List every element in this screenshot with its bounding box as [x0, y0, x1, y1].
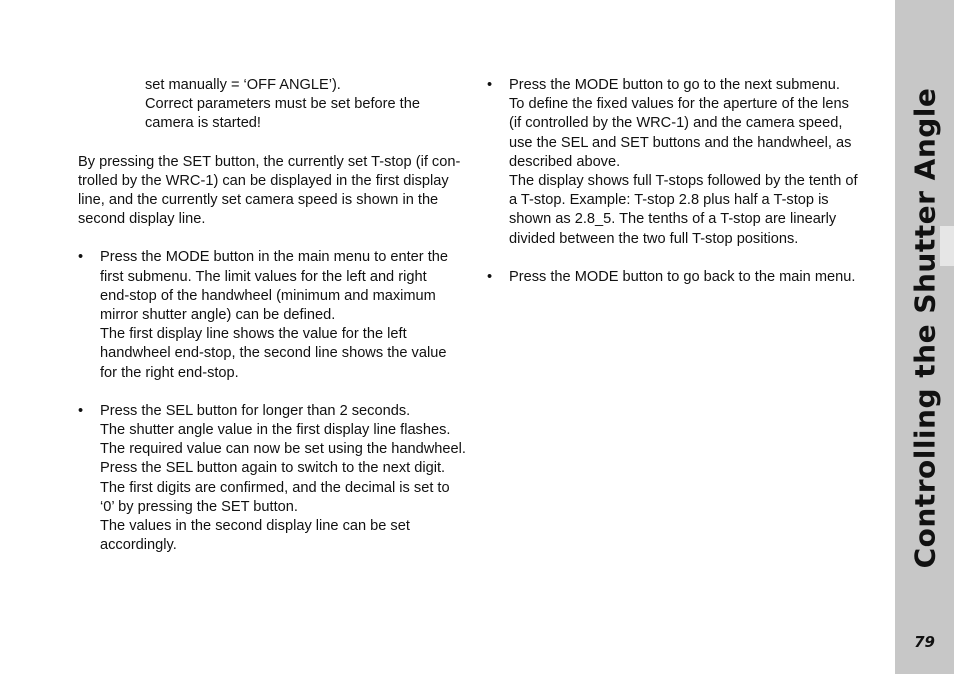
- text-line: Press the SEL button for longer than 2 seconds.: [100, 402, 411, 419]
- text-line: The first digits are confirmed, and the decimal is set to: [100, 479, 450, 496]
- right-column: [487, 76, 882, 287]
- text-line: Press the MODE button to go to the next submenu.: [509, 77, 840, 93]
- page-number: 79: [914, 633, 935, 651]
- bullet-item: [487, 76, 882, 249]
- text-line: described above.: [509, 153, 621, 170]
- note-line: set manually = ‘OFF ANGLE’).: [145, 77, 341, 93]
- intro-paragraph: [78, 153, 468, 230]
- text-line: Press the SEL button again to switch to the next digit.: [100, 460, 446, 477]
- bullet-dot: •: [487, 77, 493, 93]
- chapter-title: Controlling the Shutter Angle: [908, 87, 942, 569]
- text-line: mirror shutter angle) can be defined.: [100, 307, 336, 324]
- text-line: Press the MODE button to go back to the main menu.: [509, 268, 856, 285]
- note-line: camera is started!: [145, 115, 261, 132]
- bullet-item: [78, 248, 468, 382]
- note-line: Correct parameters must be set before the: [145, 96, 420, 113]
- text-line: The first display line shows the value for the left: [100, 326, 407, 343]
- bullet-item: [487, 268, 882, 287]
- text-line: The required value can now be set using the handwheel.: [100, 441, 466, 458]
- text-line: trolled by the WRC-1) can be displayed in the first display: [78, 172, 449, 189]
- text-line: The shutter angle value in the first display line flashes.: [100, 422, 451, 439]
- text-line: The display shows full T-stops followed by the tenth of: [509, 173, 858, 190]
- text-line: To define the fixed values for the aperture of the lens: [509, 96, 849, 113]
- text-line: divided between the two full T-stop positions.: [509, 230, 799, 247]
- text-line: The values in the second display line can be set: [100, 518, 410, 535]
- text-line: handwheel end-stop, the second line shows the value: [100, 345, 447, 362]
- left-column: [78, 76, 468, 555]
- text-line: line, and the currently set camera speed is shown in the: [78, 192, 439, 209]
- text-line: end-stop of the handwheel (minimum and maximum: [100, 287, 436, 304]
- text-line: Press the MODE button in the main menu to enter the: [100, 249, 448, 266]
- note-block: [78, 76, 468, 134]
- text-line: By pressing the SET button, the currently set T-stop (if con-: [78, 153, 461, 170]
- text-line: for the right end-stop.: [100, 364, 239, 381]
- text-line: shown as 2.8_5. The tenths of a T-stop are linearly: [509, 211, 837, 228]
- text-line: first submenu. The limit values for the left and right: [100, 268, 427, 285]
- bullet-dot: •: [78, 249, 84, 266]
- text-line: a T-stop. Example: T-stop 2.8 plus half a T-stop is: [509, 192, 829, 209]
- text-line: ‘0’ by pressing the SET button.: [100, 498, 298, 515]
- text-line: (if controlled by the WRC-1) and the camera speed,: [509, 115, 843, 132]
- bullet-dot: •: [78, 402, 84, 419]
- text-line: use the SEL and SET buttons and the handwheel, as: [509, 134, 852, 151]
- text-line: second display line.: [78, 211, 206, 228]
- bullet-dot: •: [487, 268, 493, 285]
- chapter-tab-marker: [940, 226, 954, 266]
- bullet-item: [78, 402, 468, 556]
- text-line: accordingly.: [100, 537, 177, 554]
